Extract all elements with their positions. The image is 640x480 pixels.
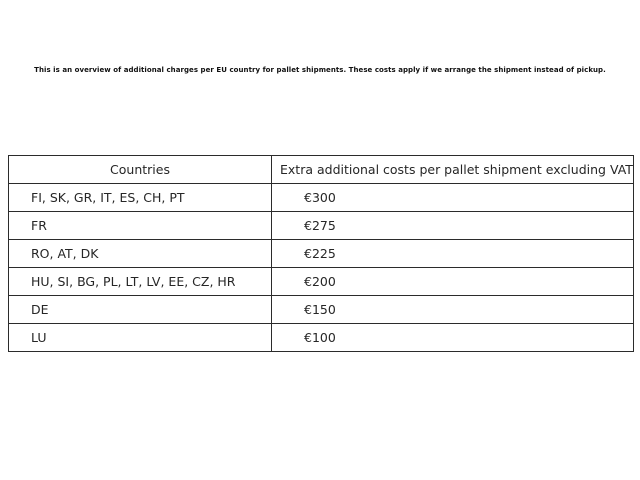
column-header-costs: Extra additional costs per pallet shipment excluding VAT xyxy=(272,156,634,184)
table-row xyxy=(9,184,634,212)
table-body xyxy=(9,184,634,352)
table-row xyxy=(9,268,634,296)
overview-caption: This is an overview of additional charges per EU country for pallet shipments. These costs apply if we arrange the shipment instead of pickup. xyxy=(34,66,606,74)
cost-cell: €225 xyxy=(272,240,634,268)
cost-cell: €200 xyxy=(272,268,634,296)
cost-cell: €150 xyxy=(272,296,634,324)
countries-cell: RO, AT, DK xyxy=(9,240,272,268)
countries-cell: FR xyxy=(9,212,272,240)
table-row xyxy=(9,212,634,240)
cost-cell: €300 xyxy=(272,184,634,212)
table-row xyxy=(9,296,634,324)
pallet-charges-table xyxy=(8,155,634,352)
table-header-row xyxy=(9,156,634,184)
countries-cell: FI, SK, GR, IT, ES, CH, PT xyxy=(9,184,272,212)
column-header-countries: Countries xyxy=(9,156,272,184)
table-row xyxy=(9,324,634,352)
cost-cell: €275 xyxy=(272,212,634,240)
countries-cell: HU, SI, BG, PL, LT, LV, EE, CZ, HR xyxy=(9,268,272,296)
table-row xyxy=(9,240,634,268)
countries-cell: DE xyxy=(9,296,272,324)
countries-cell: LU xyxy=(9,324,272,352)
cost-cell: €100 xyxy=(272,324,634,352)
